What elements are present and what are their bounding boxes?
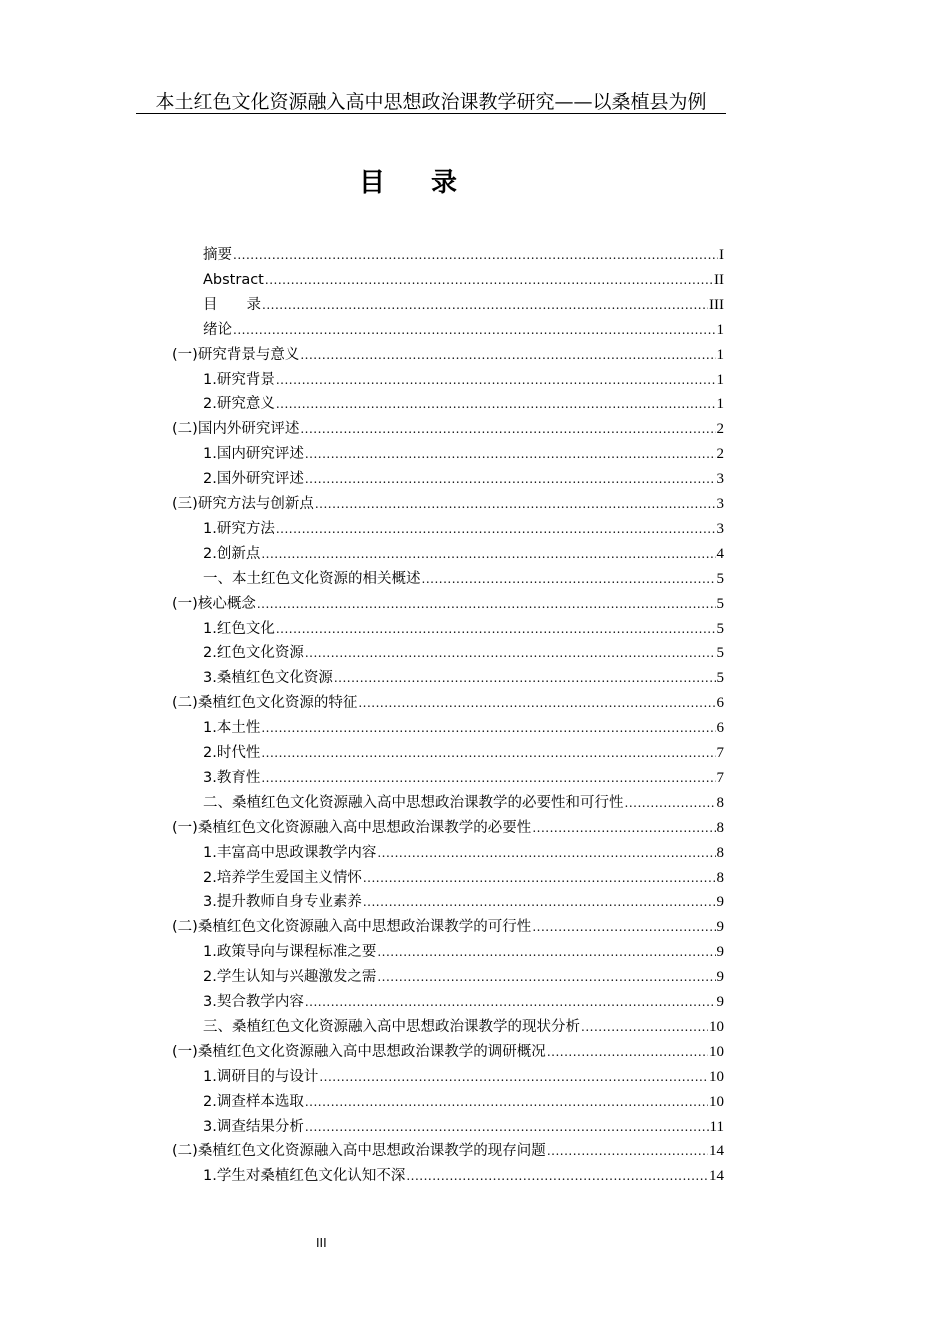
toc-entry-page: 7 [716, 745, 724, 761]
toc-leader-dots [276, 392, 716, 416]
toc-entry-label: 1.国内研究评述 [203, 446, 304, 463]
toc-entry-page: 10 [709, 1018, 724, 1035]
toc-title: 目录 [358, 168, 503, 198]
toc-entry-label: (二)桑植红色文化资源融入高中思想政治课教学的可行性 [172, 919, 532, 936]
toc-entry[interactable] [172, 691, 724, 715]
toc-entry-label: 2.调查样本选取 [203, 1093, 304, 1110]
toc-entry[interactable] [203, 791, 724, 815]
toc-entry[interactable] [203, 442, 724, 466]
toc-entry-label: 2.学生认知与兴趣激发之需 [203, 969, 377, 986]
toc-entry[interactable] [203, 666, 724, 690]
toc-entry-page: 9 [716, 919, 724, 936]
toc-entry-label: 2.创新点 [203, 545, 261, 562]
toc-entry-page: 9 [716, 969, 724, 986]
toc-entry-page: 3 [716, 496, 724, 512]
toc-entry-label: Abstract [203, 271, 264, 288]
toc-entry-label: 2.国外研究评述 [203, 471, 304, 488]
toc-entry[interactable] [203, 1090, 724, 1114]
toc-entry-page: 1 [716, 371, 724, 388]
toc-entry[interactable] [203, 567, 724, 591]
toc-entry-label: 2.红色文化资源 [203, 645, 304, 662]
toc-entry-page: 5 [716, 570, 724, 587]
toc-entry-page: 7 [716, 769, 724, 786]
toc-leader-dots [406, 1164, 708, 1188]
toc-entry-label: (一)桑植红色文化资源融入高中思想政治课教学的调研概况 [172, 1043, 546, 1060]
running-header: 本土红色文化资源融入高中思想政治课教学研究——以桑植县为例 [155, 91, 707, 113]
toc-entry-label: 二、桑植红色文化资源融入高中思想政治课教学的必要性和可行性 [203, 794, 624, 811]
toc-entry[interactable] [203, 268, 724, 292]
toc-leader-dots [261, 766, 715, 790]
toc-entry-label: 1.研究方法 [203, 520, 275, 537]
toc-entry-label: (二)桑植红色文化资源的特征 [172, 695, 358, 712]
toc-entry[interactable] [203, 1015, 724, 1039]
toc-leader-dots [334, 666, 716, 690]
toc-entry[interactable] [172, 417, 724, 441]
toc-entry-page: 10 [709, 1043, 724, 1060]
toc-entry-page: 8 [716, 794, 724, 811]
toc-entry-label: 3.桑植红色文化资源 [203, 670, 333, 687]
toc-entry[interactable] [203, 841, 724, 865]
toc-leader-dots [300, 417, 715, 441]
toc-entry[interactable] [203, 617, 724, 641]
toc-leader-dots [265, 268, 713, 292]
toc-entry-label: (二)桑植红色文化资源融入高中思想政治课教学的现存问题 [172, 1143, 546, 1160]
page-number: III [316, 1236, 327, 1250]
toc-entry[interactable] [172, 343, 724, 367]
toc-entry-page: 6 [716, 720, 724, 737]
toc-entry-label: 1.丰富高中思政课教学内容 [203, 844, 377, 861]
toc-entry-label: 一、本土红色文化资源的相关概述 [203, 570, 421, 587]
toc-entry[interactable] [172, 816, 724, 840]
toc-entry[interactable] [203, 990, 724, 1014]
toc-entry[interactable] [172, 915, 724, 939]
toc-entry-label: 摘要 [203, 247, 232, 263]
toc-entry[interactable] [203, 467, 724, 491]
toc-entry[interactable] [203, 1115, 724, 1139]
toc-leader-dots [422, 567, 716, 591]
toc-entry-label: 2.培养学生爱国主义情怀 [203, 869, 362, 886]
toc-entry-page: III [709, 296, 724, 313]
toc-entry-label: (三)研究方法与创新点 [172, 496, 314, 512]
toc-leader-dots [319, 1065, 708, 1089]
toc-entry-label: (一)核心概念 [172, 595, 256, 612]
toc-entry[interactable] [203, 392, 724, 416]
toc-entry-page: 3 [716, 471, 724, 488]
toc-entry-label: 3.调查结果分析 [203, 1118, 304, 1135]
toc-entry-page: 14 [709, 1168, 724, 1185]
toc-entry-label: (一)研究背景与意义 [172, 346, 300, 363]
toc-leader-dots [276, 368, 716, 392]
toc-entry-page: 8 [716, 844, 724, 861]
toc-leader-dots [261, 542, 715, 566]
toc-entry[interactable] [203, 368, 724, 392]
toc-entry[interactable] [203, 1164, 724, 1188]
toc-leader-dots [305, 442, 716, 466]
toc-entry-page: 6 [716, 695, 724, 712]
toc-entry[interactable] [203, 741, 724, 765]
toc-leader-dots [363, 890, 716, 914]
toc-leader-dots [581, 1015, 708, 1039]
toc-entry[interactable] [203, 293, 724, 317]
toc-leader-dots [305, 1090, 708, 1114]
toc-leader-dots [257, 592, 716, 616]
toc-leader-dots [532, 915, 715, 939]
toc-entry[interactable] [203, 318, 724, 342]
toc-leader-dots [300, 343, 715, 367]
toc-entry-page: 1 [716, 346, 724, 363]
toc-entry-label: 3.提升教师自身专业素养 [203, 894, 362, 911]
toc-entry-page: 3 [716, 520, 724, 537]
toc-entry[interactable] [172, 1040, 724, 1064]
toc-entry[interactable] [203, 866, 724, 890]
toc-entry-label: 2.研究意义 [203, 396, 275, 413]
toc-entry[interactable] [203, 641, 724, 665]
toc-entry[interactable] [203, 517, 724, 541]
toc-entry[interactable] [203, 940, 724, 964]
toc-leader-dots [233, 243, 718, 267]
toc-leader-dots [358, 691, 715, 715]
toc-leader-dots [261, 741, 715, 765]
toc-leader-dots [305, 641, 716, 665]
toc-entry-page: 4 [716, 545, 724, 562]
toc-leader-dots [377, 841, 715, 865]
toc-leader-dots [377, 940, 715, 964]
toc-entry-label: 绪论 [203, 321, 232, 338]
toc-entry-page: 8 [716, 819, 724, 836]
toc-leader-dots [547, 1139, 708, 1163]
toc-entry-page: I [719, 247, 724, 263]
toc-entry-page: 9 [716, 894, 724, 911]
toc-entry-page: 2 [716, 446, 724, 463]
toc-entry[interactable] [172, 492, 724, 516]
toc-entry-label: (二)国内外研究评述 [172, 421, 300, 438]
toc-entry-page: 9 [716, 944, 724, 961]
toc-entry[interactable] [203, 965, 724, 989]
toc-entry-page: 11 [709, 1118, 724, 1135]
toc-entry[interactable] [203, 716, 724, 740]
toc-entry-label: (一)桑植红色文化资源融入高中思想政治课教学的必要性 [172, 819, 532, 836]
toc-entry-page: 10 [709, 1068, 724, 1085]
toc-entry-page: 9 [716, 994, 724, 1010]
toc-entry-label: 目 录 [203, 296, 261, 313]
toc-entry-page: 5 [716, 595, 724, 612]
toc-entry-page: 1 [716, 321, 724, 338]
toc-entry[interactable] [172, 592, 724, 616]
toc-entry-label: 三、桑植红色文化资源融入高中思想政治课教学的现状分析 [203, 1018, 580, 1035]
toc-entry[interactable] [203, 542, 724, 566]
toc-entry-page: II [714, 271, 724, 288]
toc-leader-dots [262, 293, 708, 317]
toc-entry-page: 5 [716, 620, 724, 637]
toc-entry-page: 1 [716, 396, 724, 413]
toc-entry-page: 2 [716, 421, 724, 438]
toc-entry[interactable] [203, 1065, 724, 1089]
toc-entry[interactable] [172, 1139, 724, 1163]
toc-leader-dots [305, 1115, 709, 1139]
toc-leader-dots [276, 617, 716, 641]
toc-leader-dots [532, 816, 715, 840]
toc-leader-dots [305, 990, 716, 1014]
toc-leader-dots [315, 492, 716, 516]
toc-entry-label: 1.研究背景 [203, 371, 275, 388]
toc-leader-dots [625, 791, 716, 815]
toc-entry-label: 1.学生对桑植红色文化认知不深 [203, 1168, 406, 1185]
toc-leader-dots [276, 517, 716, 541]
toc-entry-page: 5 [716, 645, 724, 662]
toc-entry-label: 3.教育性 [203, 769, 261, 786]
toc-entry-label: 2.时代性 [203, 745, 261, 761]
toc-entry[interactable] [203, 890, 724, 914]
toc-leader-dots [305, 467, 716, 491]
toc-entry[interactable] [203, 766, 724, 790]
toc-leader-dots [261, 716, 715, 740]
header-rule [136, 113, 726, 114]
toc-entry-label: 1.政策导向与课程标准之要 [203, 944, 377, 961]
toc-entry[interactable] [203, 243, 724, 267]
toc-entry-label: 1.红色文化 [203, 620, 275, 637]
toc-entry-page: 14 [709, 1143, 724, 1160]
toc-leader-dots [363, 866, 716, 890]
toc-leader-dots [233, 318, 716, 342]
toc-leader-dots [547, 1040, 708, 1064]
toc-entry-label: 3.契合教学内容 [203, 994, 304, 1010]
toc-entry-label: 1.本土性 [203, 720, 261, 737]
toc-leader-dots [377, 965, 715, 989]
toc-entry-page: 8 [716, 869, 724, 886]
toc-entry-page: 5 [716, 670, 724, 687]
toc-entry-page: 10 [709, 1093, 724, 1110]
toc-entry-label: 1.调研目的与设计 [203, 1068, 319, 1085]
